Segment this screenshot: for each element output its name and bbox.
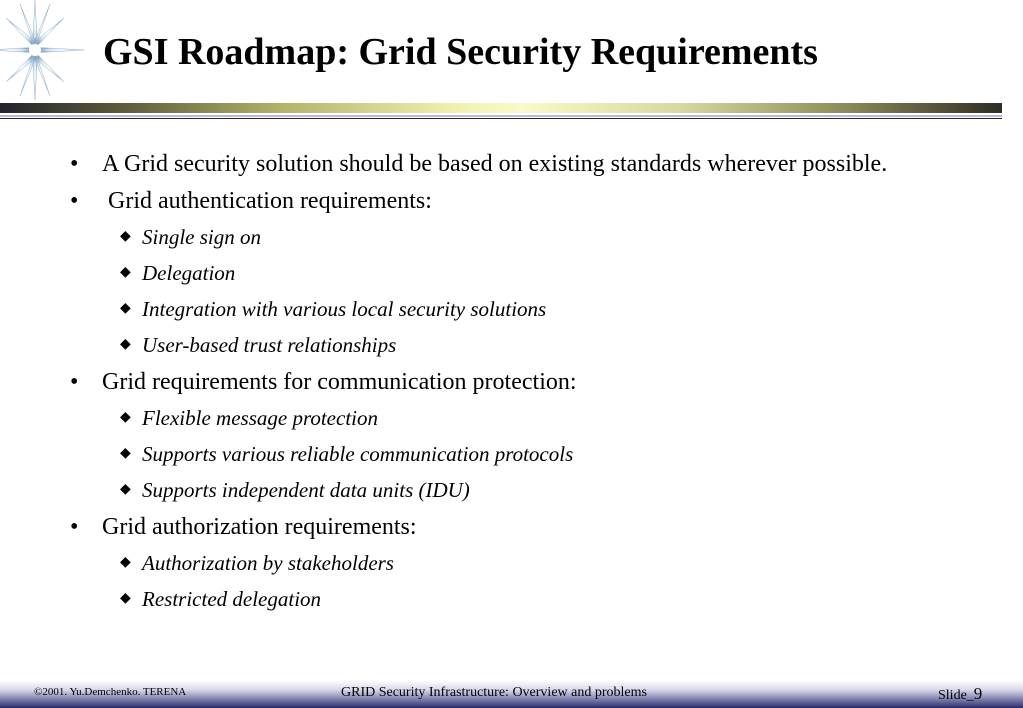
slide-number-value: 9 [973,684,983,703]
bullet-dot: • [70,188,79,214]
diamond-bullet-icon: ◆ [120,410,131,425]
sub-bullet-text: Delegation [142,261,236,285]
sub-bullet-item [70,439,950,469]
bullet-dot: • [70,369,79,395]
sub-bullet-item [70,258,950,288]
slide-content [70,148,950,620]
diamond-bullet-icon: ◆ [120,265,131,280]
slide-title: GSI Roadmap: Grid Security Requirements [103,31,818,73]
slide-number-label: Slide_ [938,688,974,703]
bullet-text: Grid authorization requirements: [102,514,417,540]
sub-bullet-text: Supports independent data units (IDU) [142,478,470,502]
sub-bullet-text: Supports various reliable communication protocols [142,442,574,466]
diamond-bullet-icon: ◆ [120,337,131,352]
starburst-icon [0,0,84,100]
sub-bullet-text: Flexible message protection [142,406,378,430]
sub-bullet-text: Restricted delegation [142,587,322,611]
title-underline-band [0,103,1002,113]
bullet-item [70,511,950,544]
bullet-text: A Grid security solution should be based on existing standards wherever possible. [102,151,888,177]
diamond-bullet-icon: ◆ [120,482,131,497]
sub-bullet-item [70,222,950,252]
footer-title: GRID Security Infrastructure: Overview and problems [341,685,647,700]
diamond-bullet-icon: ◆ [120,591,131,606]
diamond-bullet-icon: ◆ [120,229,131,244]
sub-bullet-item [70,294,950,324]
footer-copyright: ©2001. Yu.Demchenko. TERENA [34,686,187,698]
sub-bullet-item [70,330,950,360]
bullet-text: Grid requirements for communication protection: [102,369,577,395]
bullet-text: Grid authentication requirements: [102,188,432,214]
title-divider-dark [0,118,1002,119]
sub-bullet-text: Integration with various local security solutions [142,297,547,321]
sub-bullet-item [70,548,950,578]
bullet-item [70,185,950,218]
sub-bullet-item [70,475,950,505]
bullet-dot: • [70,151,79,177]
diamond-bullet-icon: ◆ [120,446,131,461]
diamond-bullet-icon: ◆ [120,555,131,570]
slide-number [938,684,982,704]
sub-bullet-item [70,403,950,433]
sub-bullet-item [70,584,950,614]
sub-bullet-text: Single sign on [142,225,261,249]
title-divider-light [0,115,1002,117]
bullet-item [70,366,950,399]
diamond-bullet-icon: ◆ [120,301,131,316]
sub-bullet-text: Authorization by stakeholders [142,551,394,575]
bullet-item [70,148,950,181]
bullet-dot: • [70,514,79,540]
sub-bullet-text: User-based trust relationships [142,333,397,357]
